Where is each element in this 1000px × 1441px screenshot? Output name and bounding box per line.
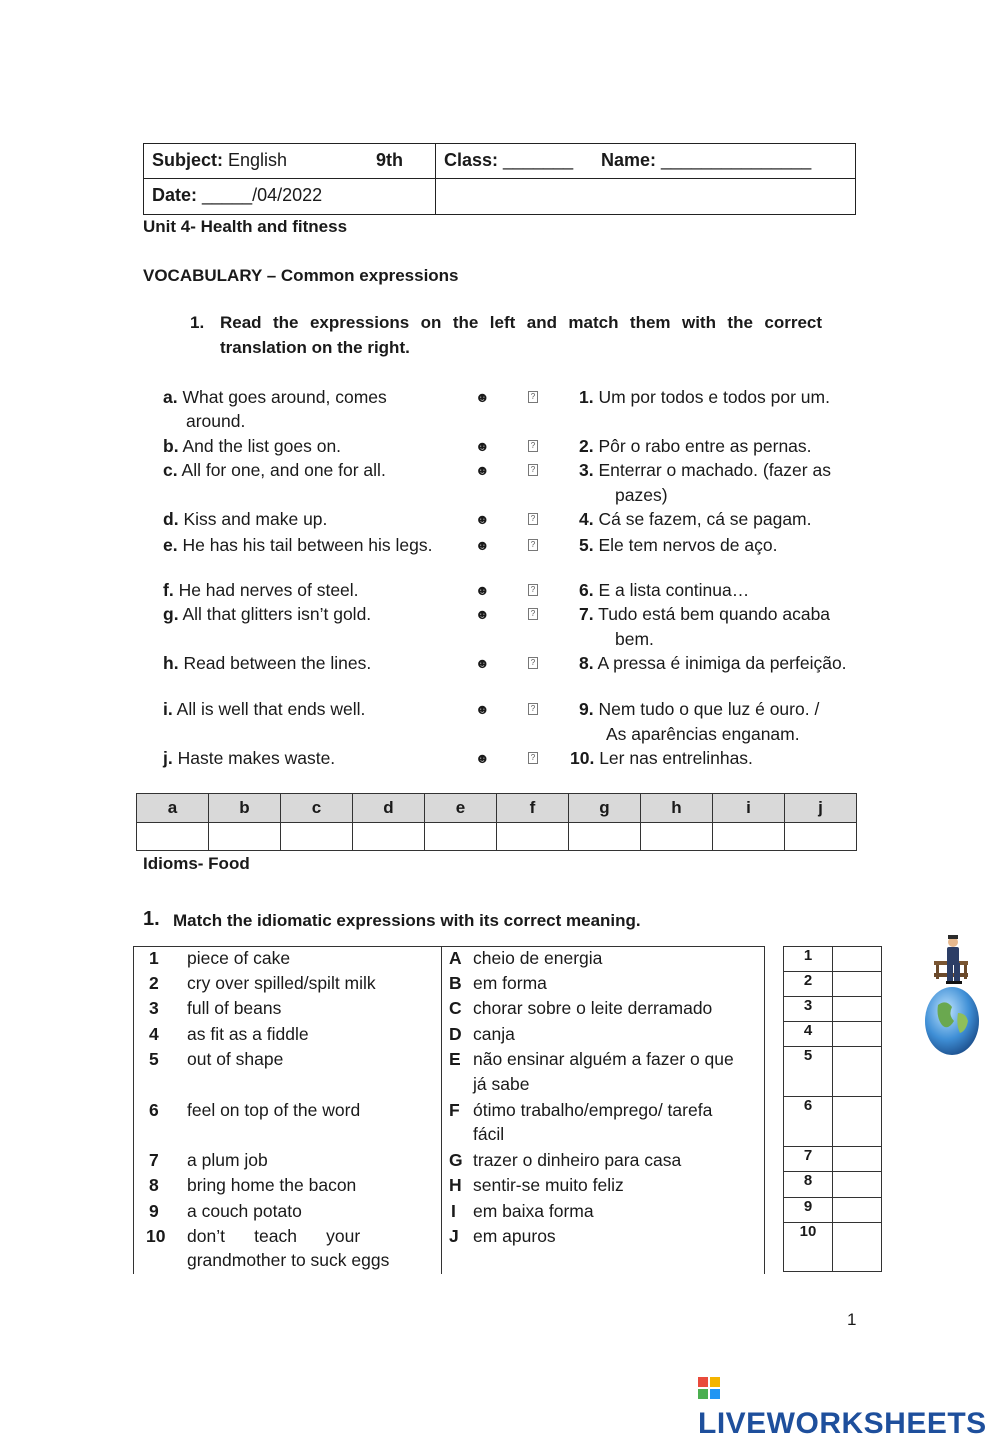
target-box-2[interactable]: ? bbox=[528, 440, 538, 452]
header-table bbox=[143, 143, 856, 215]
right-item-6: 6. E a lista continua… bbox=[579, 580, 750, 600]
left-item-a: a. What goes around, comes bbox=[163, 387, 387, 407]
target-box-9[interactable]: ? bbox=[528, 703, 538, 715]
grid-header-j: j bbox=[785, 794, 857, 823]
answer-num-2: 2 bbox=[784, 972, 833, 997]
answer-num-3: 3 bbox=[784, 997, 833, 1022]
dot-f[interactable]: ☻ bbox=[475, 582, 490, 598]
answer-input-5[interactable] bbox=[833, 1047, 882, 1097]
grid-answer-a[interactable] bbox=[137, 823, 209, 851]
idiom-num-2: 2 bbox=[149, 973, 159, 993]
idiom-5: out of shape bbox=[187, 1049, 284, 1069]
meaning-h: sentir-se muito feliz bbox=[473, 1175, 624, 1195]
idiom-num-3: 3 bbox=[149, 998, 159, 1018]
idiom-num-5: 5 bbox=[149, 1049, 159, 1069]
exercise2-instruction: Match the idiomatic expressions with its correct meaning. bbox=[173, 911, 641, 930]
grid-answer-f[interactable] bbox=[497, 823, 569, 851]
answer-num-10: 10 bbox=[784, 1223, 833, 1272]
liveworksheets-logo[interactable] bbox=[698, 1373, 1000, 1441]
grid-answer-b[interactable] bbox=[209, 823, 281, 851]
target-box-4[interactable]: ? bbox=[528, 513, 538, 525]
grid-header-d: d bbox=[353, 794, 425, 823]
subject-label: Subject: bbox=[152, 150, 224, 170]
answer-num-6: 6 bbox=[784, 1097, 833, 1147]
left-item-e: e. He has his tail between his legs. bbox=[163, 535, 433, 555]
right-item-9: 9. Nem tudo o que luz é ouro. / bbox=[579, 699, 820, 719]
meaning-letter-c: C bbox=[449, 998, 462, 1018]
right-item-3: 3. Enterrar o machado. (fazer as bbox=[579, 460, 831, 480]
answer-input-1[interactable] bbox=[833, 947, 882, 972]
page-number: 1 bbox=[847, 1310, 857, 1329]
unit-title: Unit 4- Health and fitness bbox=[143, 217, 348, 236]
answer-num-5: 5 bbox=[784, 1047, 833, 1097]
right-item-7-cont: bem. bbox=[615, 629, 654, 649]
target-box-6[interactable]: ? bbox=[528, 584, 538, 596]
grid-answer-d[interactable] bbox=[353, 823, 425, 851]
left-item-g: g. All that glitters isn’t gold. bbox=[163, 604, 372, 624]
name-cell bbox=[601, 150, 811, 171]
left-item-j: j. Haste makes waste. bbox=[163, 748, 336, 768]
idiom-10: don’t teach your bbox=[187, 1226, 361, 1246]
answer-input-7[interactable] bbox=[833, 1147, 882, 1172]
grid-header-a: a bbox=[137, 794, 209, 823]
answer-input-9[interactable] bbox=[833, 1198, 882, 1223]
right-item-5: 5. Ele tem nervos de aço. bbox=[579, 535, 778, 555]
date-cell bbox=[152, 185, 322, 206]
meaning-j: em apuros bbox=[473, 1226, 556, 1246]
class-blank[interactable]: _______ bbox=[503, 150, 574, 170]
right-item-3-cont: pazes) bbox=[615, 485, 668, 505]
left-item-a-cont: around. bbox=[186, 411, 246, 431]
dot-g[interactable]: ☻ bbox=[475, 606, 490, 622]
meaning-letter-h: H bbox=[449, 1175, 462, 1195]
idiom-1: piece of cake bbox=[187, 948, 291, 968]
grid-answer-i[interactable] bbox=[713, 823, 785, 851]
target-box-1[interactable]: ? bbox=[528, 391, 538, 403]
exercise1-instruction-line1: Read the expressions on the left and match them with the correct bbox=[220, 313, 823, 332]
meaning-letter-i: I bbox=[451, 1201, 456, 1221]
target-box-7[interactable]: ? bbox=[528, 608, 538, 620]
answer-input-4[interactable] bbox=[833, 1022, 882, 1047]
answer-num-8: 8 bbox=[784, 1172, 833, 1198]
idiom-answer-table bbox=[783, 946, 882, 1272]
left-item-f: f. He had nerves of steel. bbox=[163, 580, 359, 600]
answer-num-4: 4 bbox=[784, 1022, 833, 1047]
grid-header-g: g bbox=[569, 794, 641, 823]
dot-h[interactable]: ☻ bbox=[475, 655, 490, 671]
idiom-num-7: 7 bbox=[149, 1150, 159, 1170]
idiom-3: full of beans bbox=[187, 998, 282, 1018]
dot-j[interactable]: ☻ bbox=[475, 750, 490, 766]
target-box-5[interactable]: ? bbox=[528, 539, 538, 551]
idiom-8: bring home the bacon bbox=[187, 1175, 357, 1195]
grid-answer-e[interactable] bbox=[425, 823, 497, 851]
meaning-a: cheio de energia bbox=[473, 948, 603, 968]
left-item-c: c. All for one, and one for all. bbox=[163, 460, 386, 480]
answer-input-8[interactable] bbox=[833, 1172, 882, 1198]
meaning-g: trazer o dinheiro para casa bbox=[473, 1150, 682, 1170]
right-item-4: 4. Cá se fazem, cá se pagam. bbox=[579, 509, 812, 529]
answer-grid bbox=[136, 793, 857, 851]
grid-header-e: e bbox=[425, 794, 497, 823]
idiom-num-1: 1 bbox=[149, 948, 159, 968]
idiom-num-4: 4 bbox=[149, 1024, 159, 1044]
idiom-7: a plum job bbox=[187, 1150, 268, 1170]
meaning-e-cont: já sabe bbox=[473, 1074, 530, 1094]
idiom-9: a couch potato bbox=[187, 1201, 302, 1221]
dot-a[interactable]: ☻ bbox=[475, 389, 490, 405]
date-label: Date: bbox=[152, 185, 198, 205]
idiom-num-9: 9 bbox=[149, 1201, 159, 1221]
dot-d[interactable]: ☻ bbox=[475, 511, 490, 527]
logo-text: LIVEWORKSHEETS bbox=[698, 1407, 987, 1440]
right-item-9-cont: As aparências enganam. bbox=[606, 724, 800, 744]
meaning-letter-f: F bbox=[449, 1100, 460, 1120]
grid-header-c: c bbox=[281, 794, 353, 823]
meaning-e: não ensinar alguém a fazer o que bbox=[473, 1049, 734, 1069]
right-item-8: 8. A pressa é inimiga da perfeição. bbox=[579, 653, 847, 673]
left-item-i: i. All is well that ends well. bbox=[163, 699, 366, 719]
meaning-b: em forma bbox=[473, 973, 547, 993]
subject-cell bbox=[152, 150, 287, 171]
right-item-1: 1. Um por todos e todos por um. bbox=[579, 387, 830, 407]
idiom-4: as fit as a fiddle bbox=[187, 1024, 309, 1044]
meaning-d: canja bbox=[473, 1024, 515, 1044]
target-box-8[interactable]: ? bbox=[528, 657, 538, 669]
name-label: Name: bbox=[601, 150, 657, 170]
target-box-10[interactable]: ? bbox=[528, 752, 538, 764]
dot-c[interactable]: ☻ bbox=[475, 462, 490, 478]
grade: 9th bbox=[376, 150, 403, 170]
grid-answer-j[interactable] bbox=[785, 823, 857, 851]
left-item-b: b. And the list goes on. bbox=[163, 436, 342, 456]
grid-answer-g[interactable] bbox=[569, 823, 641, 851]
grid-header-f: f bbox=[497, 794, 569, 823]
grid-header-h: h bbox=[641, 794, 713, 823]
meaning-f-cont: fácil bbox=[473, 1124, 505, 1144]
meaning-c: chorar sobre o leite derramado bbox=[473, 998, 713, 1018]
dot-b[interactable]: ☻ bbox=[475, 438, 490, 454]
right-item-2: 2. Pôr o rabo entre as pernas. bbox=[579, 436, 812, 456]
class-label: Class: bbox=[444, 150, 499, 170]
idiom-num-10: 10 bbox=[146, 1226, 166, 1246]
dot-i[interactable]: ☻ bbox=[475, 701, 490, 717]
left-item-h: h. Read between the lines. bbox=[163, 653, 372, 673]
idiom-10-cont: grandmother to suck eggs bbox=[187, 1250, 390, 1270]
meaning-letter-a: A bbox=[449, 948, 462, 968]
subject-value: English bbox=[228, 150, 288, 170]
exercise2-number: 1. bbox=[143, 908, 160, 930]
globe-businessman-illustration bbox=[920, 933, 982, 1059]
answer-num-9: 9 bbox=[784, 1198, 833, 1223]
idioms-title: Idioms- Food bbox=[143, 854, 250, 873]
meaning-f: ótimo trabalho/emprego/ tarefa bbox=[473, 1100, 713, 1120]
dot-e[interactable]: ☻ bbox=[475, 537, 490, 553]
vocab-title: VOCABULARY – Common expressions bbox=[143, 266, 459, 285]
idiom-num-6: 6 bbox=[149, 1100, 159, 1120]
answer-num-7: 7 bbox=[784, 1147, 833, 1172]
grid-answer-h[interactable] bbox=[641, 823, 713, 851]
exercise1-number: 1. bbox=[190, 313, 205, 332]
idiom-num-8: 8 bbox=[149, 1175, 159, 1195]
grid-header-i: i bbox=[713, 794, 785, 823]
idiom-6: feel on top of the word bbox=[187, 1100, 361, 1120]
exercise1-instruction-line2: translation on the right. bbox=[220, 338, 410, 357]
answer-num-1: 1 bbox=[784, 947, 833, 972]
answer-input-2[interactable] bbox=[833, 972, 882, 997]
meaning-letter-e: E bbox=[449, 1049, 461, 1069]
answer-input-3[interactable] bbox=[833, 997, 882, 1022]
meaning-letter-d: D bbox=[449, 1024, 462, 1044]
answer-input-10[interactable] bbox=[833, 1223, 882, 1272]
right-item-10: 10. Ler nas entrelinhas. bbox=[570, 748, 753, 768]
meaning-letter-g: G bbox=[449, 1150, 463, 1170]
class-cell bbox=[444, 150, 573, 171]
meaning-letter-j: J bbox=[449, 1226, 459, 1246]
meaning-i: em baixa forma bbox=[473, 1201, 594, 1221]
grid-header-b: b bbox=[209, 794, 281, 823]
date-value[interactable]: _____/04/2022 bbox=[202, 185, 323, 205]
name-blank[interactable]: _______________ bbox=[661, 150, 812, 170]
left-item-d: d. Kiss and make up. bbox=[163, 509, 328, 529]
target-box-3[interactable]: ? bbox=[528, 464, 538, 476]
answer-input-6[interactable] bbox=[833, 1097, 882, 1147]
logo-badge-icon bbox=[698, 1377, 720, 1399]
right-item-7: 7. Tudo está bem quando acaba bbox=[579, 604, 831, 624]
grid-answer-c[interactable] bbox=[281, 823, 353, 851]
meaning-letter-b: B bbox=[449, 973, 462, 993]
idiom-2: cry over spilled/spilt milk bbox=[187, 973, 376, 993]
